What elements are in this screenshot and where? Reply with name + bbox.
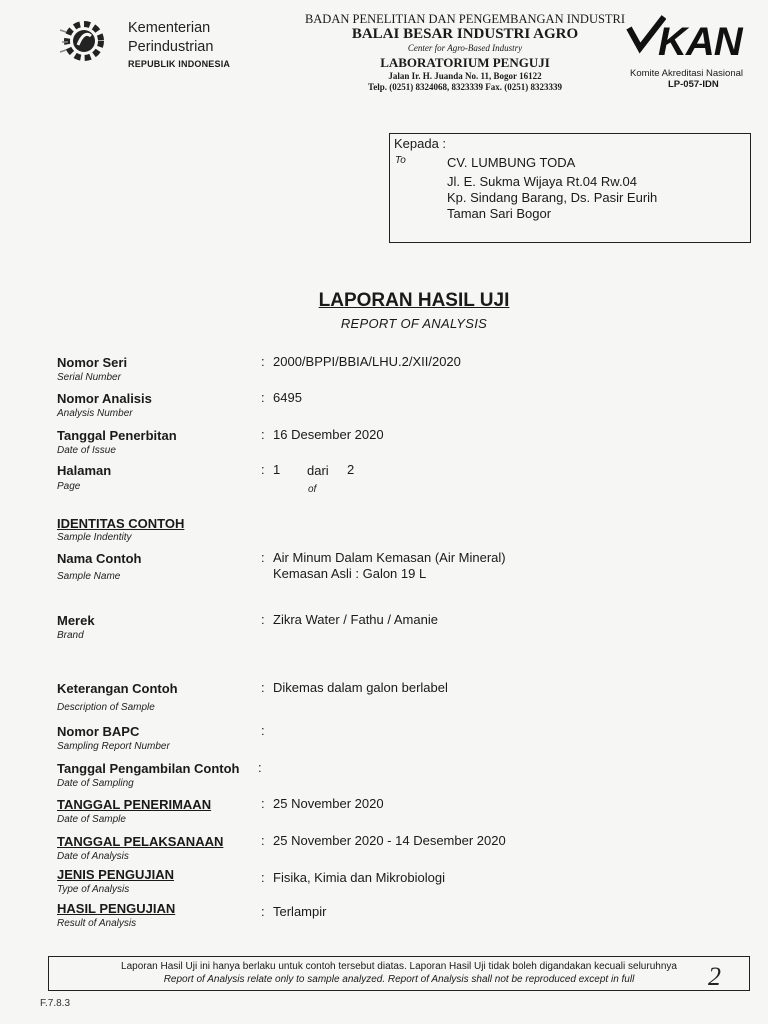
analysis-colon: : bbox=[261, 390, 265, 405]
page-total: 2 bbox=[347, 462, 355, 477]
sampling-sub: Date of Sampling bbox=[57, 778, 134, 789]
desc-value: Dikemas dalam galon berlabel bbox=[273, 680, 448, 695]
page-of: of bbox=[308, 484, 317, 495]
analysis-value: 6495 bbox=[273, 390, 302, 405]
name-value2: Kemasan Asli : Galon 19 L bbox=[273, 566, 427, 581]
type-label: JENIS PENGUJIAN bbox=[57, 867, 175, 882]
name-label: Nama Contoh bbox=[57, 551, 142, 566]
identity-label: IDENTITAS CONTOH bbox=[57, 516, 185, 531]
type-sub: Type of Analysis bbox=[57, 884, 130, 895]
brand-sub: Brand bbox=[57, 630, 84, 641]
report-title: LAPORAN HASIL UJI bbox=[318, 290, 510, 311]
type-value: Fisika, Kimia dan Mikrobiologi bbox=[273, 870, 445, 885]
page-sub: Page bbox=[57, 481, 81, 492]
logo-name-line2: Perindustrian bbox=[128, 39, 214, 55]
analysis-label: Nomor Analisis bbox=[57, 391, 152, 406]
page-number: 1 bbox=[273, 462, 281, 477]
ministry-logo bbox=[58, 14, 238, 74]
recipient-name: CV. LUMBUNG TODA bbox=[447, 155, 576, 170]
gear-icon bbox=[58, 16, 114, 66]
header-line4: LABORATORIUM PENGUJI bbox=[380, 55, 550, 70]
disclaimer-box bbox=[48, 956, 750, 991]
result-colon: : bbox=[261, 904, 265, 919]
kan-logo bbox=[626, 14, 766, 90]
serial-value: 2000/BPPI/BBIA/LHU.2/XII/2020 bbox=[273, 354, 461, 369]
desc-label: Keterangan Contoh bbox=[57, 681, 178, 696]
name-colon: : bbox=[261, 550, 265, 565]
handwritten-mark: 2 bbox=[708, 962, 721, 991]
kan-line2: LP-057-IDN bbox=[668, 79, 719, 90]
sampling-colon: : bbox=[258, 760, 262, 775]
disclaimer-line1: Laporan Hasil Uji ini hanya berlaku untuk contoh tersebut diatas. Laporan Hasil Uji tidak boleh digandakan kecuali seluruhnya bbox=[121, 961, 677, 972]
page-dari: dari bbox=[307, 463, 329, 478]
brand-label: Merek bbox=[57, 613, 95, 628]
page-label: Halaman bbox=[57, 463, 112, 478]
logo-name-line1: Kementerian bbox=[128, 20, 211, 36]
execution-label: TANGGAL PELAKSANAAN bbox=[57, 834, 224, 849]
issue-sub: Date of Issue bbox=[57, 445, 116, 456]
recipient-addr2: Kp. Sindang Barang, Ds. Pasir Eurih bbox=[447, 190, 658, 205]
serial-colon: : bbox=[261, 354, 265, 369]
execution-value: 25 November 2020 - 14 Desember 2020 bbox=[273, 833, 506, 848]
receipt-colon: : bbox=[261, 796, 265, 811]
execution-colon: : bbox=[261, 833, 265, 848]
result-value: Terlampir bbox=[273, 904, 327, 919]
issue-label: Tanggal Penerbitan bbox=[57, 428, 177, 443]
identity-sub: Sample Indentity bbox=[57, 532, 132, 543]
recipient-addr3: Taman Sari Bogor bbox=[447, 206, 552, 221]
header-line3: Center for Agro-Based Industry bbox=[407, 43, 523, 53]
disclaimer-line2: Report of Analysis relate only to sample analyzed. Report of Analysis shall not be reproduced except in full bbox=[163, 974, 635, 985]
brand-colon: : bbox=[261, 612, 265, 627]
bapc-label: Nomor BAPC bbox=[57, 724, 140, 739]
receipt-value: 25 November 2020 bbox=[273, 796, 384, 811]
result-label: HASIL PENGUJIAN bbox=[57, 901, 176, 916]
name-sub: Sample Name bbox=[57, 571, 121, 582]
receipt-sub: Date of Sample bbox=[57, 814, 126, 825]
issue-colon: : bbox=[261, 427, 265, 442]
logo-sub: REPUBLIK INDONESIA bbox=[128, 59, 231, 69]
recipient-label-en: To bbox=[395, 155, 406, 166]
bapc-colon: : bbox=[261, 723, 265, 738]
report-subtitle: REPORT OF ANALYSIS bbox=[340, 316, 488, 331]
recipient-label: Kepada : bbox=[394, 136, 447, 151]
form-code: F.7.8.3 bbox=[40, 998, 71, 1009]
type-colon: : bbox=[261, 870, 265, 885]
brand-value: Zikra Water / Fathu / Amanie bbox=[273, 612, 438, 627]
recipient-addr1: Jl. E. Sukma Wijaya Rt.04 Rw.04 bbox=[447, 174, 638, 189]
header-line5: Jalan Ir. H. Juanda No. 11, Bogor 16122 bbox=[388, 71, 542, 81]
kan-word: KAN bbox=[658, 20, 742, 64]
serial-sub: Serial Number bbox=[57, 372, 121, 383]
name-value1: Air Minum Dalam Kemasan (Air Mineral) bbox=[273, 550, 506, 565]
header-line2: BALAI BESAR INDUSTRI AGRO bbox=[351, 26, 579, 42]
desc-sub: Description of Sample bbox=[57, 702, 155, 713]
kan-line1: Komite Akreditasi Nasional bbox=[630, 68, 743, 79]
execution-sub: Date of Analysis bbox=[57, 851, 129, 862]
header-line6: Telp. (0251) 8324068, 8323339 Fax. (0251) 8323339 bbox=[368, 82, 562, 92]
sampling-label: Tanggal Pengambilan Contoh bbox=[57, 761, 240, 776]
serial-label: Nomor Seri bbox=[57, 355, 128, 370]
desc-colon: : bbox=[261, 680, 265, 695]
issue-value: 16 Desember 2020 bbox=[273, 427, 384, 442]
header-line1: BADAN PENELITIAN DAN PENGEMBANGAN INDUSTRI bbox=[304, 12, 626, 26]
page-colon: : bbox=[261, 462, 265, 477]
recipient-box bbox=[389, 133, 751, 243]
analysis-sub: Analysis Number bbox=[57, 408, 133, 419]
bapc-sub: Sampling Report Number bbox=[57, 741, 170, 752]
receipt-label: TANGGAL PENERIMAAN bbox=[57, 797, 212, 812]
result-sub: Result of Analysis bbox=[57, 918, 137, 929]
